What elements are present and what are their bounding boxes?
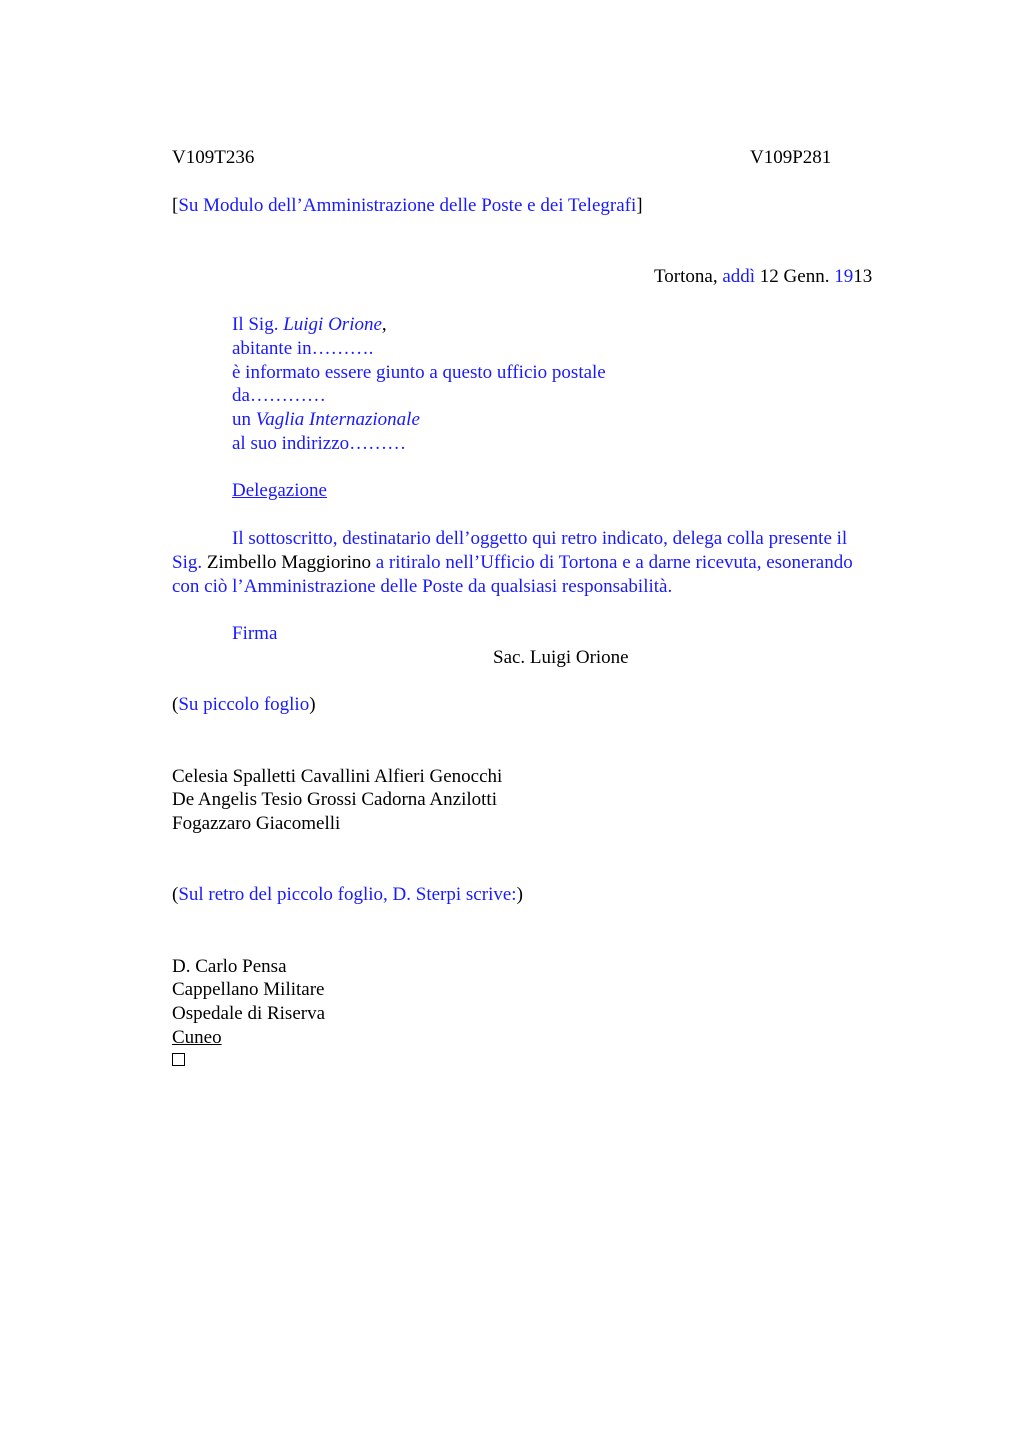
form-note: [Su Modulo dell’Amministrazione delle Poste e dei Telegrafi] xyxy=(172,195,643,216)
small-sheet-note: (Su piccolo foglio) xyxy=(172,694,316,715)
notice-line-6: al suo indirizzo……… xyxy=(232,433,407,454)
dateline: Tortona, addì 12 Genn. 1913 xyxy=(654,266,873,287)
notice-line-1: Il Sig. Luigi Orione, xyxy=(232,314,387,335)
signature-name: Sac. Luigi Orione xyxy=(493,647,629,668)
address-line-2: Cappellano Militare xyxy=(172,979,325,1000)
address-line-1: D. Carlo Pensa xyxy=(172,956,287,977)
address-city: Cuneo xyxy=(172,1027,222,1048)
notice-line-3: è informato essere giunto a questo ufficio postale xyxy=(232,362,606,383)
back-note: (Sul retro del piccolo foglio, D. Sterpi scrive:) xyxy=(172,884,523,905)
signature-label: Firma xyxy=(232,623,278,644)
notice-line-5: un Vaglia Internazionale xyxy=(232,409,420,430)
left-code: V109T236 xyxy=(172,147,255,168)
names-line-3: Fogazzaro Giacomelli xyxy=(172,813,341,834)
names-line-2: De Angelis Tesio Grossi Cadorna Anzilotti xyxy=(172,789,497,810)
right-code: V109P281 xyxy=(750,147,832,168)
address-line-3: Ospedale di Riserva xyxy=(172,1003,326,1024)
delegation-heading: Delegazione xyxy=(232,480,327,501)
notice-line-4: da………… xyxy=(232,385,326,406)
delegation-line-3: con ciò l’Amministrazione delle Poste da qualsiasi responsabilità. xyxy=(172,576,673,597)
checkbox-square-icon xyxy=(172,1053,185,1066)
names-line-1: Celesia Spalletti Cavallini Alfieri Genocchi xyxy=(172,766,503,787)
notice-line-2: abitante in………. xyxy=(232,338,374,359)
delegation-line-1: Il sottoscritto, destinatario dell’oggetto qui retro indicato, delega colla presente il xyxy=(232,528,848,549)
delegation-line-2: Sig. Zimbello Maggiorino a ritiralo nell’Ufficio di Tortona e a darne ricevuta, esonerando xyxy=(172,552,853,573)
